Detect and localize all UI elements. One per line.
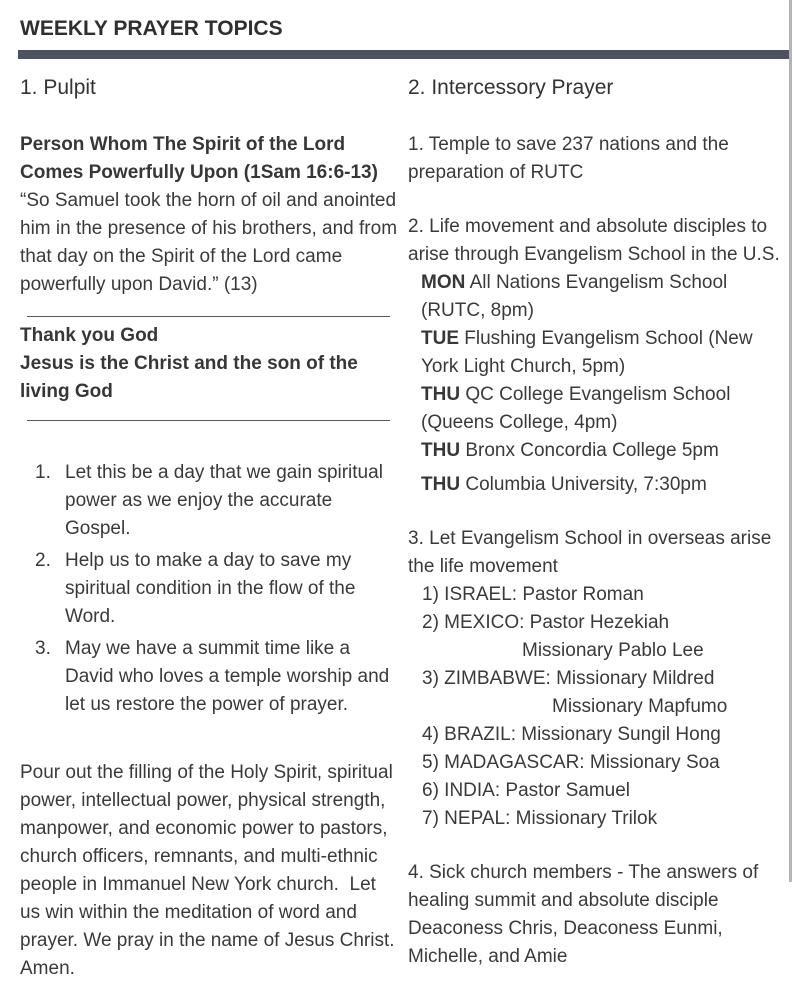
schedule-day: THU [421, 474, 461, 495]
confession-block [20, 322, 398, 406]
prayer-point-text: Let this be a day that we gain spiritual power as we enjoy the accurate Gospel. [65, 462, 383, 539]
topic-3: 3. Let Evangelism School in overseas arise the life movement [408, 528, 772, 577]
schedule-text: QC College Evangelism School (Queens College, 4pm) [421, 384, 731, 433]
overseas-item: 4) BRAZIL: Missionary Sungil Hong [422, 724, 721, 745]
confession-line: Jesus is the Christ and the son of the living God [20, 353, 358, 402]
schedule-item [408, 381, 780, 437]
page-title: WEEKLY PRAYER TOPICS [20, 17, 283, 40]
closing-prayer: Pour out the filling of the Holy Spirit, spiritual power, intellectual power, physical strength, manpower, and economic power to pastors, church officers, remnants, and multi-ethnic people in Immanuel New York church. Let us win within the meditation of word and prayer. We pray in the name of Jesus Christ. Amen. [20, 762, 399, 979]
content-columns [20, 75, 778, 983]
page-header [20, 16, 778, 59]
evangelism-school-schedule [408, 269, 780, 499]
pulpit-column [20, 75, 398, 983]
intercessory-heading: 2. Intercessory Prayer [408, 76, 614, 99]
prayer-point [20, 459, 398, 543]
topic-1: 1. Temple to save 237 nations and the preparation of RUTC [408, 134, 729, 183]
overseas-item-extra: Missionary Pablo Lee [522, 640, 704, 661]
overseas-item: 2) MEXICO: Pastor Hezekiah [422, 612, 670, 633]
schedule-item [408, 325, 780, 381]
title-accent-bar [18, 50, 791, 59]
overseas-item: 6) INDIA: Pastor Samuel [422, 780, 631, 801]
prayer-points-list [20, 459, 398, 719]
page-right-border [789, 0, 792, 882]
intercessory-column [408, 75, 780, 983]
sermon-title: Person Whom The Spirit of the Lord Comes Powerfully Upon (1Sam 16:6-13) [20, 134, 378, 183]
schedule-day: THU [421, 440, 461, 461]
topic-2: 2. Life movement and absolute disciples to arise through Evangelism School in the U.S. [408, 216, 780, 265]
topic-4-names: Deaconess Chris, Deaconess Eunmi, Michelle, and Amie [408, 918, 723, 967]
overseas-item: 1) ISRAEL: Pastor Roman [422, 584, 644, 605]
overseas-item: 7) NEPAL: Missionary Trilok [422, 808, 658, 829]
prayer-point-text: Help us to make a day to save my spiritual condition in the flow of the Word. [65, 550, 356, 627]
topic-4: 4. Sick church members - The answers of healing summit and absolute disciple [408, 862, 759, 911]
schedule-text: All Nations Evangelism School (RUTC, 8pm) [421, 272, 728, 321]
schedule-day: MON [421, 272, 466, 293]
schedule-day: TUE [421, 328, 459, 349]
schedule-item [408, 437, 780, 465]
prayer-point-number: 1. [35, 462, 51, 483]
scripture-quote: “So Samuel took the horn of oil and anointed him in the presence of his brothers, and from that day on the Spirit of the Lord came powerfully upon David.” (13) [20, 190, 398, 295]
overseas-item-extra: Missionary Mapfumo [552, 696, 728, 717]
overseas-missions-list [408, 581, 780, 833]
prayer-point [20, 635, 398, 719]
schedule-text: Flushing Evangelism School (New York Light Church, 5pm) [421, 328, 753, 377]
overseas-item: 5) MADAGASCAR: Missionary Soa [422, 752, 720, 773]
fill-in-line [27, 316, 390, 317]
fill-in-line [27, 420, 390, 421]
overseas-item: 3) ZIMBABWE: Missionary Mildred [422, 668, 715, 689]
schedule-day: THU [421, 384, 461, 405]
schedule-item [408, 269, 780, 325]
prayer-point [20, 547, 398, 631]
prayer-point-text: May we have a summit time like a David who loves a temple worship and let us restore the power of prayer. [65, 638, 390, 715]
prayer-point-number: 3. [35, 638, 51, 659]
pulpit-heading: 1. Pulpit [20, 76, 96, 99]
prayer-point-number: 2. [35, 550, 51, 571]
confession-line: Thank you God [20, 325, 159, 346]
schedule-text: Columbia University, 7:30pm [465, 474, 707, 495]
schedule-item [408, 471, 780, 499]
schedule-text: Bronx Concordia College 5pm [465, 440, 719, 461]
